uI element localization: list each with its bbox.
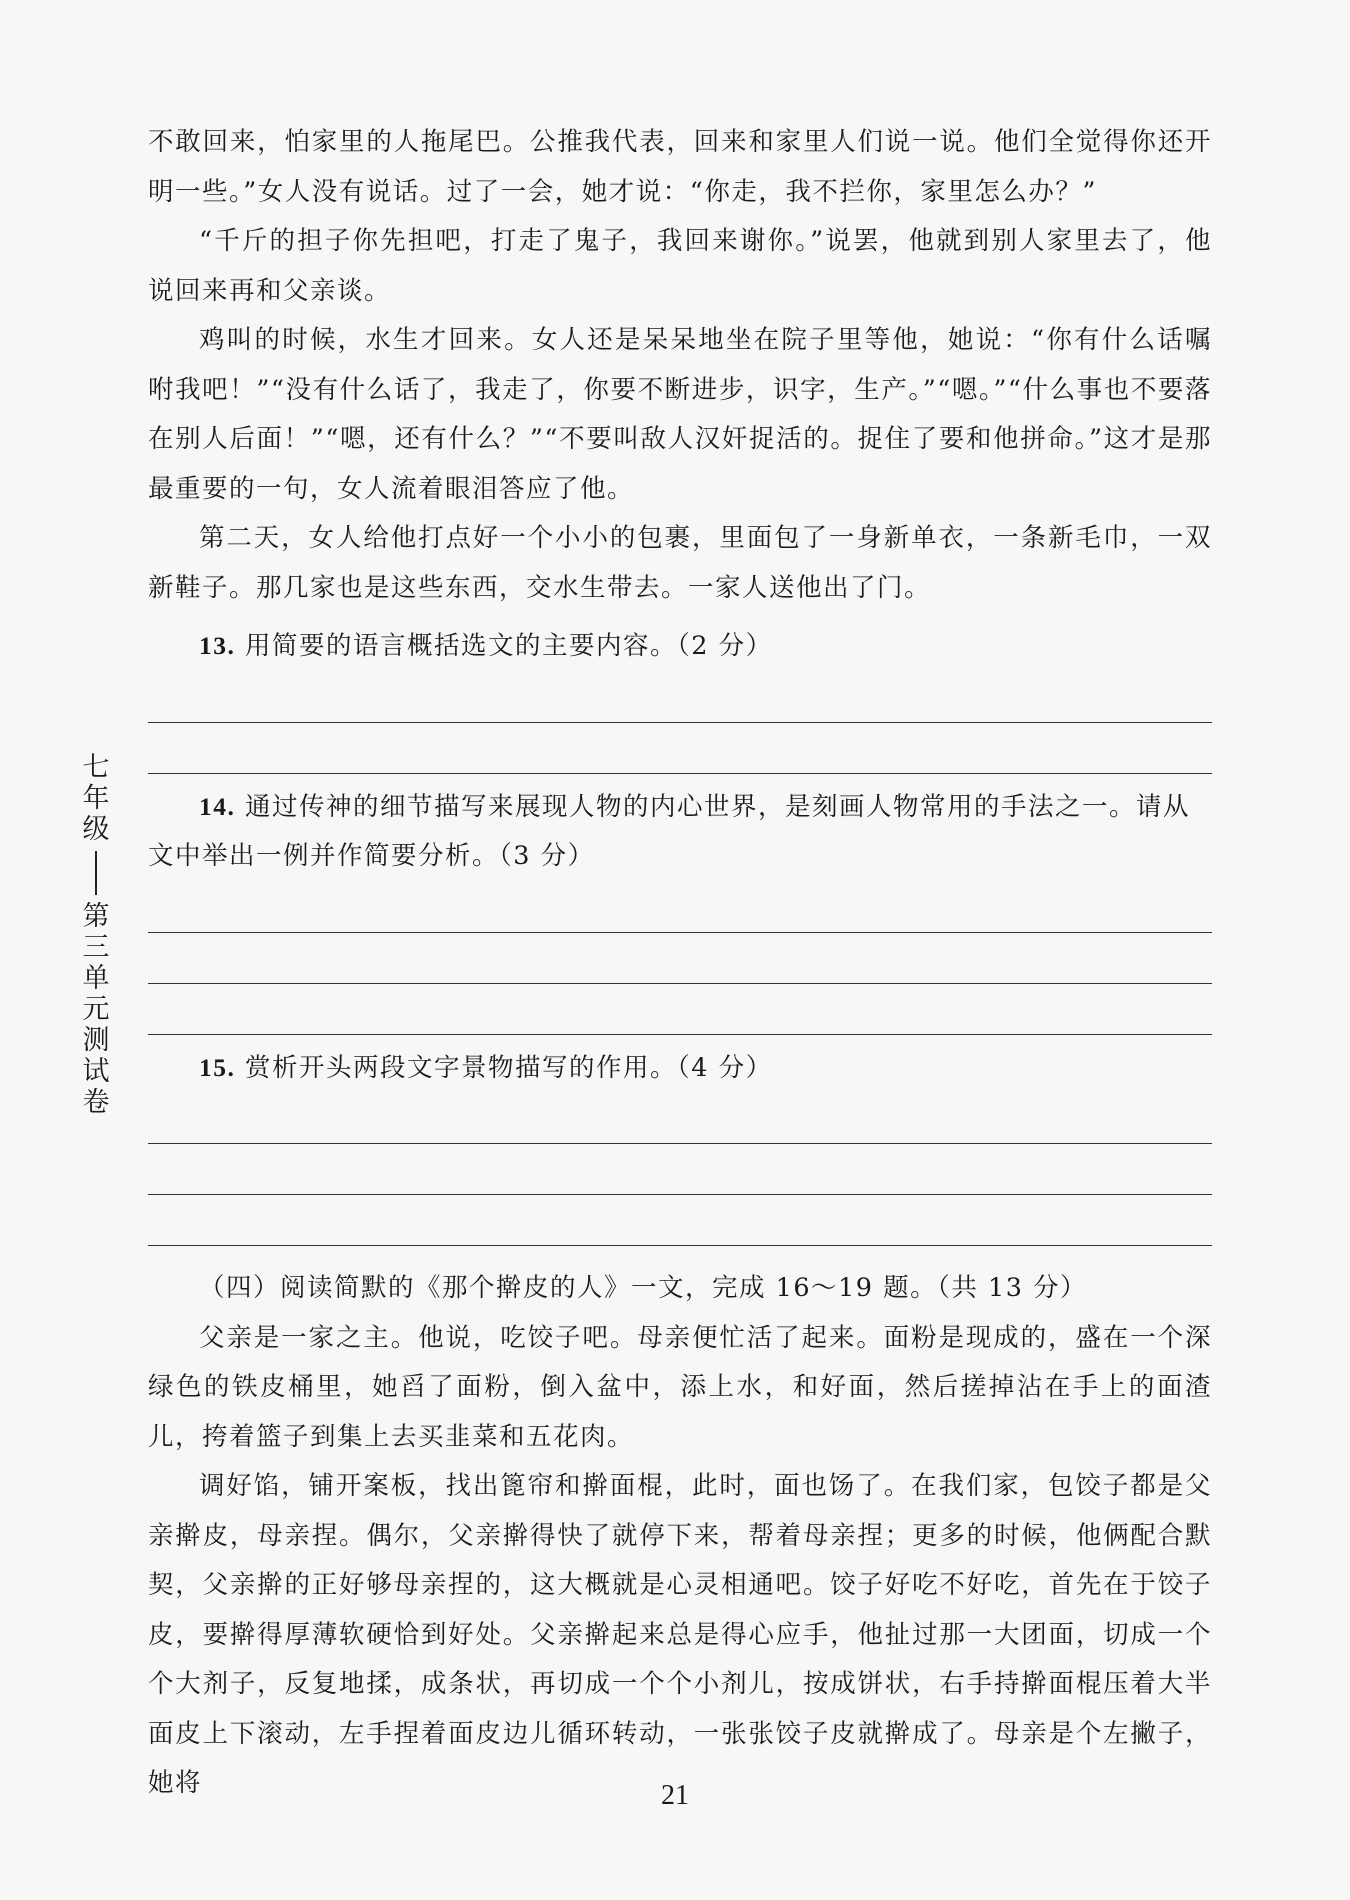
passage-paragraph: “千斤的担子你先担吧，打走了鬼子，我回来谢你。”说罢，他就到别人家里去了，他说回来再和父亲谈。 [148,226,1212,306]
answer-line[interactable] [148,672,1212,723]
side-label-char: 第 [82,901,110,932]
question-number: 15. [199,1052,236,1082]
question-13 [148,621,1212,672]
side-label-char: 卷 [82,1087,110,1118]
side-label-char: 三 [82,932,110,963]
question-15 [148,1043,1212,1094]
question-text: 用简要的语言概括选文的主要内容。（2 分） [244,631,773,661]
side-label [78,752,114,1118]
answer-line[interactable] [148,1144,1212,1195]
passage-paragraph: 鸡叫的时候，水生才回来。女人还是呆呆地坐在院子里等他，她说：“你有什么话嘱咐我吧！”“没有什么话了，我走了，你要不断进步，识字，生产。”“嗯。”“什么事也不要落在别人后面！”“嗯，还有什么？”“不要叫敌人汉奸捉活的。捉住了要和他拼命。”这才是那最重要的一句，女人流着眼泪答应了他。 [148,325,1212,504]
answer-line[interactable] [148,933,1212,984]
answer-line[interactable] [148,1093,1212,1144]
passage-paragraph: 不敢回来，怕家里的人拖尾巴。公推我代表，回来和家里人们说一说。他们全觉得你还开明一些。”女人没有说话。过了一会，她才说：“你走，我不拦你，家里怎么办？” [148,127,1212,207]
page-number: 21 [661,1780,689,1811]
side-label-char: 单 [82,963,110,994]
answer-area-13[interactable] [148,672,1212,774]
section-heading: （四）阅读简默的《那个擀皮的人》一文，完成 16～19 题。（共 13 分） [199,1273,1088,1303]
passage-paragraph: 父亲是一家之主。他说，吃饺子吧。母亲便忙活了起来。面粉是现成的，盛在一个深绿色的铁皮桶里，她舀了面粉，倒入盆中，添上水，和好面，然后搓掉沾在手上的面渣儿，挎着篮子到集上去买韭菜和五花肉。 [148,1322,1212,1452]
answer-line[interactable] [148,882,1212,933]
answer-line[interactable] [148,1195,1212,1246]
side-label-char: 年 [82,783,110,814]
passage-paragraph: 调好馅，铺开案板，找出篦帘和擀面棍，此时，面也饧了。在我们家，包饺子都是父亲擀皮，母亲捏。偶尔，父亲擀得快了就停下来，帮着母亲捏；更多的时候，他俩配合默契，父亲擀的正好够母亲捏的，这大概就是心灵相通吧。饺子好吃不好吃，首先在于饺子皮，要擀得厚薄软硬恰到好处。父亲擀起来总是得心应手，他扯过那一大团面，切成一个个大剂子，反复地揉，成条状，再切成一个个小剂儿，按成饼状，右手持擀面棍压着大半面皮上下滚动，左手捏着面皮边儿循环转动，一张张饺子皮就擀成了。母亲是个左撇子，她将 [148,1471,1212,1798]
answer-area-14[interactable] [148,882,1212,1035]
side-label-char: 七 [82,752,110,783]
page-content [148,118,1212,1809]
answer-line[interactable] [148,723,1212,774]
question-number: 14. [199,791,236,821]
answer-line[interactable] [148,984,1212,1035]
side-label-char: 试 [82,1056,110,1087]
side-label-char: 级 [82,814,110,845]
side-label-char: 元 [82,994,110,1025]
question-text: 赏析开头两段文字景物描写的作用。（4 分） [244,1052,773,1083]
passage-paragraph: 第二天，女人给他打点好一个小小的包裹，里面包了一身新单衣，一条新毛巾，一双新鞋子。那几家也是这些东西，交水生带去。一家人送他出了门。 [148,523,1212,603]
side-label-divider [95,851,97,895]
answer-area-15[interactable] [148,1093,1212,1246]
question-14 [148,782,1212,882]
side-label-char: 测 [82,1025,110,1056]
question-text: 通过传神的细节描写来展现人物的内心世界，是刻画人物常用的手法之一。请从文中举出一例并作简要分析。（3 分） [148,791,1190,871]
question-number: 13. [199,631,236,660]
